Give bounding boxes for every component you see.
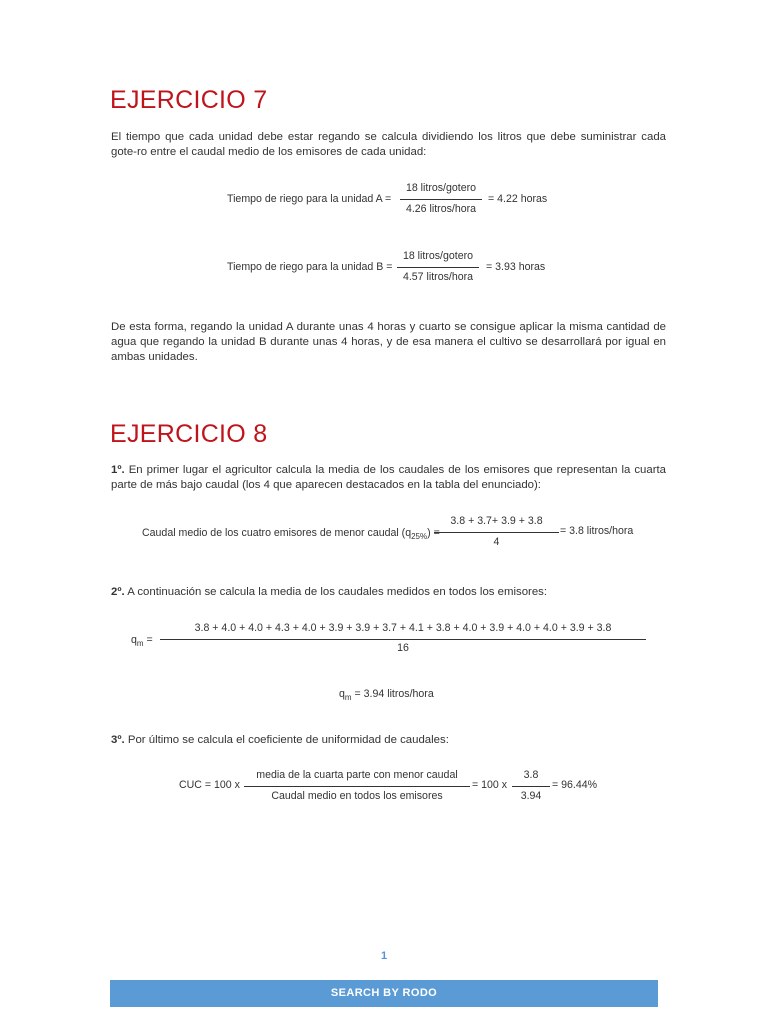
eq-b-label: Tiempo de riego para la unidad B = [227, 261, 393, 273]
qm-label: q [339, 688, 345, 700]
ej8-step-3 [111, 733, 666, 748]
eq2-label-sub: m [136, 639, 144, 649]
eq-b-denominator: 4.57 litros/hora [402, 271, 474, 283]
step-3-text: Por último se calcula el coeficiente de uniformidad de caudales: [127, 734, 449, 746]
step-1-text: En primer lugar el agricultor calcula la media de los caudales de los emisores que representan la cuarta parte de más bajo caudal (los 4 que aparecen destacados en la tabla del enunciado): [111, 464, 666, 491]
eq-a-label: Tiempo de riego para la unidad A = [227, 193, 392, 205]
ej7-conclusion-paragraph: De esta forma, regando la unidad A durante unas 4 horas y cuarto se consigue aplicar la misma cantidad de agua que regando la unidad B durante unas 4 horas, y de esa manera el cultivo se desarrollará por igual en ambas unidades. [111, 321, 666, 363]
eq2-denominator: 16 [397, 642, 409, 654]
eq1-denominator: 4 [493, 536, 500, 548]
eq-b-result: = 3.93 horas [486, 261, 546, 273]
footer-banner: SEARCH BY RODO [110, 980, 658, 1007]
ej8-step-2 [111, 585, 666, 600]
eq-a-numerator: 18 litros/gotero [405, 182, 477, 194]
eq3-denominator-2: 3.94 [520, 790, 542, 802]
step-2-ordinal: 2º. [111, 586, 125, 598]
eq3-result: = 96.44% [552, 779, 598, 791]
step-1-ordinal: 1º. [111, 464, 125, 476]
ej7-intro-paragraph: El tiempo que cada unidad debe estar regando se calcula dividiendo los litros que debe suministrar cada gote-ro entre el caudal medio de los emisores de cada unidad: [111, 131, 666, 158]
eq3-mid: = 100 x [472, 779, 508, 791]
section-title-ejercicio-7: EJERCICIO 7 [110, 86, 268, 114]
eq-b-fraction-bar [397, 267, 479, 268]
eq-a-fraction-bar [400, 199, 482, 200]
ej8-step-1 [111, 463, 666, 493]
eq-a-result: = 4.22 horas [488, 193, 548, 205]
eq2-label-text: q [131, 634, 137, 646]
eq3-numerator-2: 3.8 [523, 769, 539, 781]
eq1-label [142, 527, 440, 541]
eq3-fraction-bar-1 [244, 786, 470, 787]
eq3-fraction-bar-2 [512, 786, 550, 787]
eq2-label-end: = [143, 634, 153, 646]
eq3-denominator-1: Caudal medio en todos los emisores [271, 790, 443, 802]
step-2-text: A continuación se calcula la media de los caudales medidos en todos los emisores: [127, 586, 548, 598]
eq1-fraction-bar [434, 532, 559, 533]
eq1-label-text: Caudal medio de los cuatro emisores de menor caudal (q [142, 527, 412, 539]
eq1-numerator: 3.8 + 3.7+ 3.9 + 3.8 [450, 515, 543, 527]
eq-a-denominator: 4.26 litros/hora [405, 203, 477, 215]
ej8-qm-result [339, 688, 434, 702]
eq1-label-sub: 25% [411, 532, 428, 542]
eq1-label-end: ) = [427, 527, 440, 539]
eq3-label: CUC = 100 x [179, 779, 240, 791]
eq1-result: = 3.8 litros/hora [560, 525, 634, 537]
qm-value: = 3.94 litros/hora [351, 688, 434, 700]
section-title-ejercicio-8: EJERCICIO 8 [110, 420, 268, 448]
eq2-label [131, 634, 153, 648]
page-number: 1 [380, 950, 388, 962]
eq2-fraction-bar [160, 639, 646, 640]
eq3-numerator-1: media de la cuarta parte con menor caudal [256, 769, 458, 781]
step-3-ordinal: 3º. [111, 734, 125, 746]
eq-b-numerator: 18 litros/gotero [402, 250, 474, 262]
eq2-numerator: 3.8 + 4.0 + 4.0 + 4.3 + 4.0 + 3.9 + 3.9 + 3.7 + 4.1 + 3.8 + 4.0 + 3.9 + 4.0 + 4.0 + 3.9 + 3.8 [194, 622, 612, 634]
qm-sub: m [344, 693, 352, 703]
